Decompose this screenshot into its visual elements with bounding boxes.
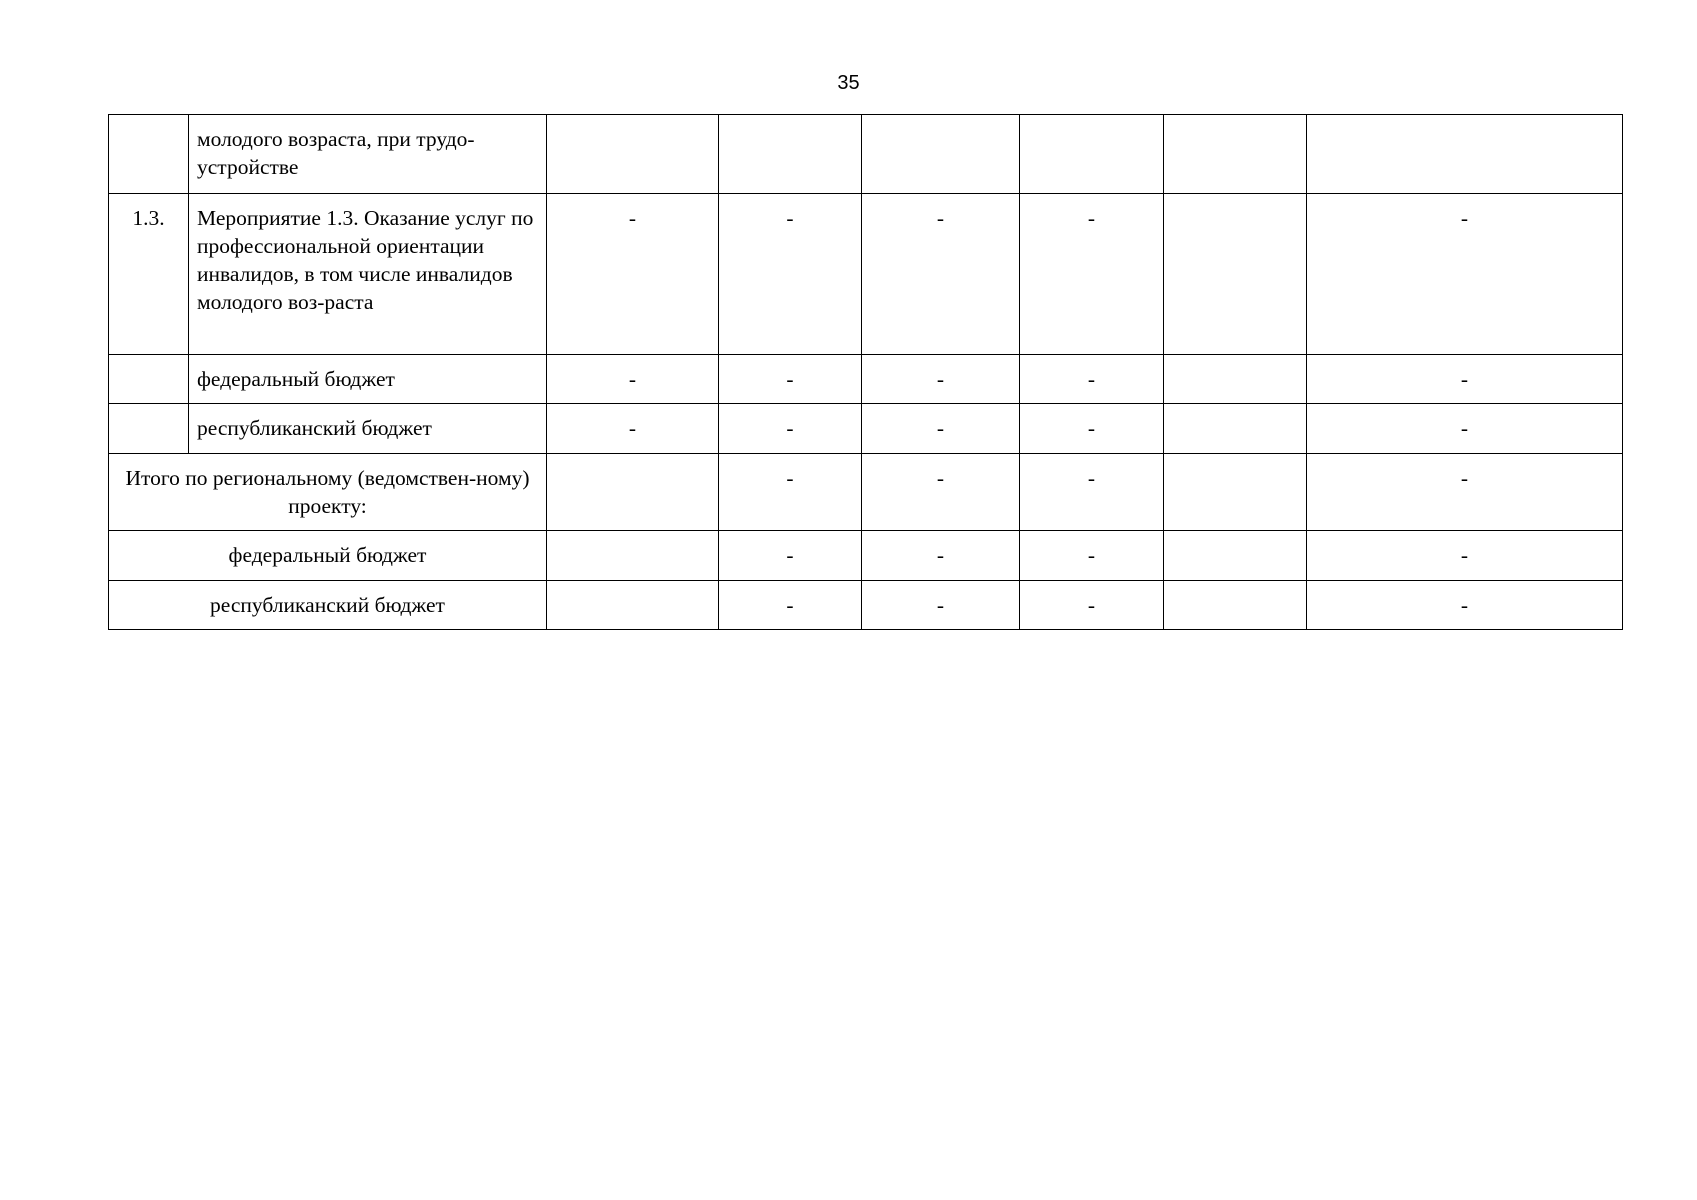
value-cell: - — [1307, 194, 1623, 355]
row-name-cell: республиканский бюджет — [189, 404, 547, 454]
value-cell: - — [719, 531, 862, 581]
total-label-cell: федеральный бюджет — [109, 531, 547, 581]
value-cell: - — [547, 355, 719, 404]
value-cell — [547, 581, 719, 630]
budget-table — [108, 114, 1623, 630]
value-cell: - — [719, 404, 862, 454]
value-cell — [1164, 531, 1307, 581]
value-cell: - — [862, 355, 1020, 404]
value-cell — [1164, 404, 1307, 454]
value-cell: - — [719, 194, 862, 355]
value-cell: - — [1307, 355, 1623, 404]
value-cell: - — [1307, 581, 1623, 630]
value-cell: - — [1020, 355, 1164, 404]
value-cell: - — [1020, 454, 1164, 531]
value-cell: - — [1020, 531, 1164, 581]
value-cell: - — [719, 581, 862, 630]
value-cell: - — [719, 355, 862, 404]
value-cell: - — [547, 404, 719, 454]
table-row — [109, 581, 1623, 630]
total-label-cell: Итого по региональному (ведомствен-ному) проекту: — [109, 454, 547, 531]
table-row — [109, 194, 1623, 355]
value-cell — [719, 115, 862, 194]
value-cell — [547, 531, 719, 581]
value-cell — [1020, 115, 1164, 194]
row-name-cell: федеральный бюджет — [189, 355, 547, 404]
value-cell: - — [1020, 404, 1164, 454]
value-cell: - — [1020, 194, 1164, 355]
value-cell: - — [1020, 581, 1164, 630]
table-row — [109, 454, 1623, 531]
total-label-cell: республиканский бюджет — [109, 581, 547, 630]
row-name-cell: молодого возраста, при трудо-устройстве — [189, 115, 547, 194]
value-cell — [1164, 115, 1307, 194]
table-row — [109, 115, 1623, 194]
value-cell — [547, 454, 719, 531]
value-cell: - — [862, 454, 1020, 531]
table-row — [109, 531, 1623, 581]
row-number-cell — [109, 355, 189, 404]
value-cell — [862, 115, 1020, 194]
value-cell: - — [1307, 404, 1623, 454]
row-number-cell: 1.3. — [109, 194, 189, 355]
value-cell — [1164, 454, 1307, 531]
page-number: 35 — [837, 72, 860, 94]
row-name-cell: Мероприятие 1.3. Оказание услуг по профессиональной ориентации инвалидов, в том числе инвалидов молодого воз-раста — [189, 194, 547, 355]
table-row — [109, 355, 1623, 404]
value-cell — [1164, 194, 1307, 355]
value-cell: - — [719, 454, 862, 531]
value-cell: - — [862, 404, 1020, 454]
value-cell: - — [862, 581, 1020, 630]
table-row — [109, 404, 1623, 454]
value-cell: - — [1307, 454, 1623, 531]
value-cell — [547, 115, 719, 194]
value-cell — [1164, 581, 1307, 630]
value-cell: - — [862, 194, 1020, 355]
row-number-cell — [109, 115, 189, 194]
row-number-cell — [109, 404, 189, 454]
value-cell — [1164, 355, 1307, 404]
value-cell: - — [547, 194, 719, 355]
value-cell: - — [1307, 531, 1623, 581]
value-cell: - — [862, 531, 1020, 581]
value-cell — [1307, 115, 1623, 194]
